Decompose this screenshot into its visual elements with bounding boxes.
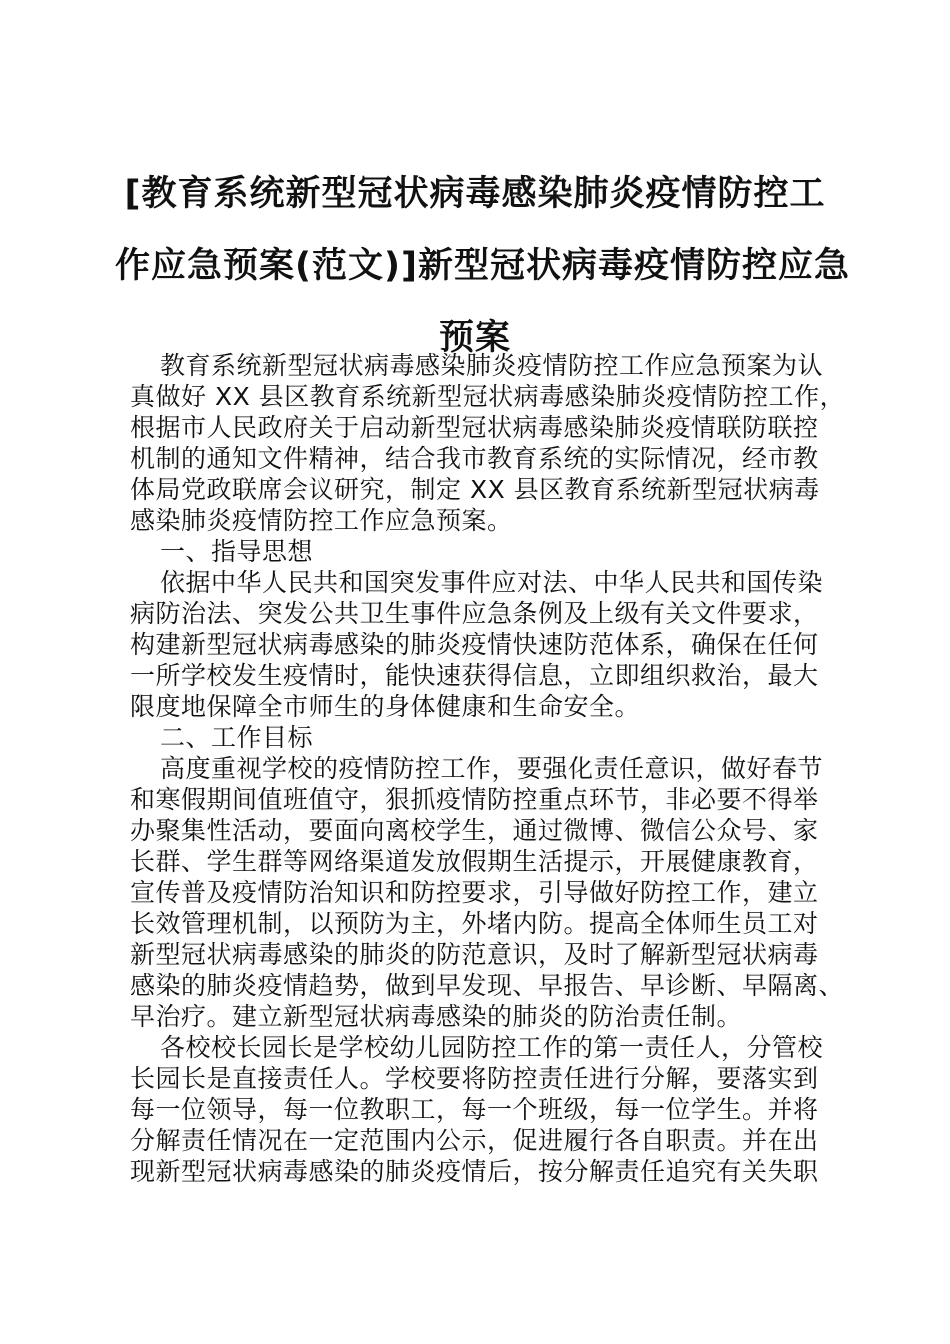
document-title [115, 158, 850, 374]
text-line: 长群、学生群等网络渠道发放假期生活提示，开展健康教育， [130, 847, 819, 876]
responsibility-paragraph [130, 1032, 830, 1187]
text-line: 现新型冠状病毒感染的肺炎疫情后，按分解责任追究有关失职 [130, 1157, 819, 1186]
text-line: 感染的肺炎疫情趋势，做到早发现、早报告、早诊断、早隔离、 [130, 971, 845, 1000]
text-line: 和寒假期间值班值守，狠抓疫情防控重点环节，非必要不得举 [130, 785, 819, 814]
text-line: 长园长是直接责任人。学校要将防控责任进行分解，要落实到 [130, 1064, 819, 1093]
text-line: 教育系统新型冠状病毒感染肺炎疫情防控工作应急预案为认 [160, 351, 824, 380]
goals-paragraph [130, 753, 845, 1032]
title-line: 作应急预案(范文)]新型冠状病毒疫情防控应急 [115, 246, 850, 286]
text-line: 根据市人民政府关于启动新型冠状病毒感染肺炎疫情联防联控 [130, 413, 819, 442]
text-line: 感染肺炎疫情防控工作应急预案。 [130, 506, 513, 535]
section-heading [130, 536, 830, 567]
text-line: 依据中华人民共和国突发事件应对法、中华人民共和国传染 [160, 568, 824, 597]
intro-paragraph [130, 350, 846, 536]
text-line: 分解责任情况在一定范围内公示，促进履行各自职责。并在出 [130, 1126, 819, 1155]
text-line: 宣传普及疫情防治知识和防控要求，引导做好防控工作，建立 [130, 878, 819, 907]
title-line: [教育系统新型冠状病毒感染肺炎疫情防控工 [124, 174, 826, 214]
title-line: 预案 [438, 318, 511, 358]
text-line: 新型冠状病毒感染的肺炎的防范意识，及时了解新型冠状病毒 [130, 940, 819, 969]
text-line: 各校校长园长是学校幼儿园防控工作的第一责任人，分管校 [160, 1033, 824, 1062]
heading-text: 一、指导思想 [160, 537, 314, 566]
text-line: 办聚集性活动，要面向离校学生，通过微博、微信公众号、家 [130, 816, 819, 845]
text-line: 高度重视学校的疫情防控工作，要强化责任意识，做好春节 [160, 754, 824, 783]
text-line: 真做好 XX 县区教育系统新型冠状病毒感染肺炎疫情防控工作， [130, 382, 846, 411]
text-line: 体局党政联席会议研究，制定 XX 县区教育系统新型冠状病毒 [130, 475, 820, 504]
heading-text: 二、工作目标 [160, 723, 314, 752]
section-heading [130, 722, 830, 753]
guiding-paragraph [130, 567, 830, 722]
text-line: 限度地保障全市师生的身体健康和生命安全。 [130, 692, 641, 721]
text-line: 早治疗。建立新型冠状病毒感染的肺炎的防治责任制。 [130, 1002, 743, 1031]
text-line: 机制的通知文件精神，结合我市教育系统的实际情况，经市教 [130, 444, 819, 473]
document-body [130, 350, 846, 1187]
text-line: 一所学校发生疫情时，能快速获得信息，立即组织救治，最大 [130, 661, 819, 690]
text-line: 长效管理机制，以预防为主，外堵内防。提高全体师生员工对 [130, 909, 819, 938]
text-line: 构建新型冠状病毒感染的肺炎疫情快速防范体系，确保在任何 [130, 630, 819, 659]
text-line: 每一位领导，每一位教职工，每一个班级，每一位学生。并将 [130, 1095, 819, 1124]
text-line: 病防治法、突发公共卫生事件应急条例及上级有关文件要求， [130, 599, 819, 628]
